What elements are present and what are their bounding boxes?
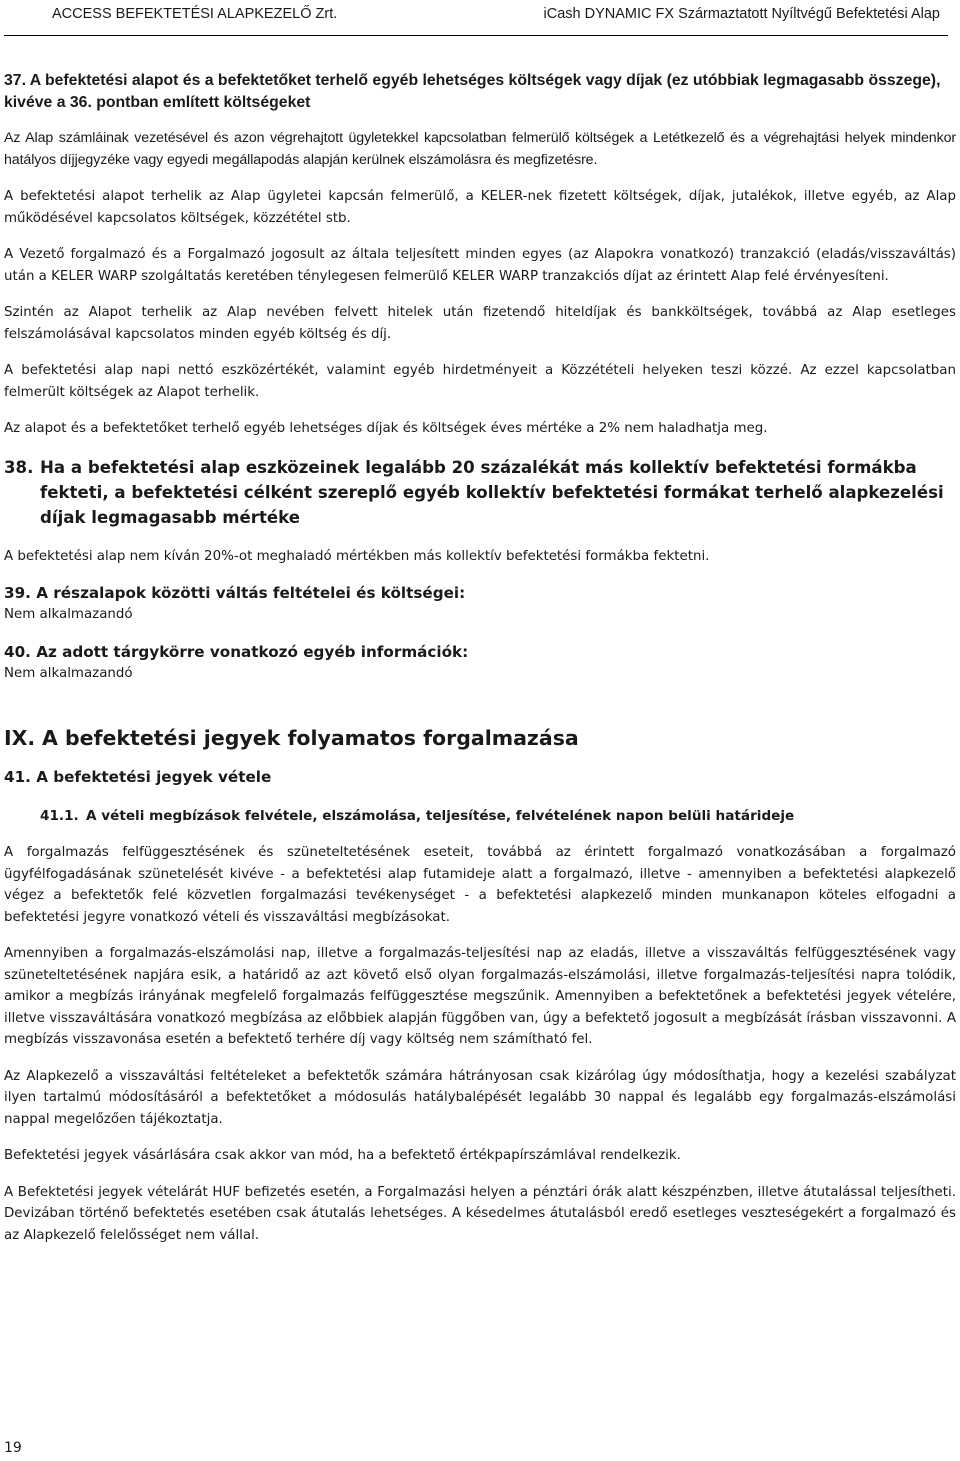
section-41-paragraph-2: Amennyiben a forgalmazás-elszámolási nap, illetve a forgalmazás-teljesítési nap az eladás, illetve a visszaváltás felfüggesztésének vagy szüneteltetésének napjára esik, a határidő az azt követő első olyan forgalmazás-elszámolási, illetve forgalmazás-teljesítési napra tolódik, amikor a megbízás irányának megfelelő forgalmazás felfüggesztése megszűnik. Amennyiben a befektetőnek a befektetési jegyek vételére, illetve visszaváltására vonatkozó megbízása az előbbiek alapján függőben van, úgy a befektető jogosult a megbízását írásban visszavonni. A megbízás visszavonása esetén a befektető terhére díj vagy költség nem számítható fel. [4,946,956,1047]
section-37-paragraph-6: Az alapot és a befektetőket terhelő egyéb lehetséges díjak és költségek éves mértéke a 2% nem haladhatja meg. [4,421,768,436]
section-41-1-heading [40,806,956,826]
section-41-paragraph-5: A Befektetési jegyek vételárát HUF befizetés esetén, a Forgalmazási helyen a pénztári órák alatt készpénzben, illetve átutalással teljesítheti. Devizában történő befektetés esetében csak átutalás lehetséges. A késedelmes átutalásból eredő esetleges veszteségekért a forgalmazó és az Alapkezelő felelősséget nem vállal. [4,1184,956,1243]
section-38-title: Ha a befektetési alap eszközeinek legalább 20 százalékát más kollektív befektetési formákba fekteti, a befektetési célként szereplő egyéb kollektív befektetési formákat terhelő alapkezelési díjak legmagasabb mértéke [40,457,944,527]
section-37-paragraph-4: Szintén az Alapot terhelik az Alap nevében felvett hitelek után fizetendő hiteldíjak és bankköltségek, továbbá az Alap esetleges felszámolásával kapcsolatos minden egyéb költség és díj. [4,305,956,342]
section-39-value: Nem alkalmazandó [4,607,133,622]
section-41-paragraph-1: A forgalmazás felfüggesztésének és szüneteltetésének eseteit, továbbá az érintett forgalmazó vonatkozásában a forgalmazó ügyfélfogadásának szünetelését kivéve - a befektetési alap futamideje alatt a forgalmazó, illetve - amennyiben a befektetési alapkezelő végez a befektetők felé közvetlen forgalmazási tevékenységet - a befektetési alapkezelő minden munkanapon köteles elfogadni a befektetési jegyre vonatkozó vételi és visszaváltási megbízásokat. [4,845,956,925]
section-37-paragraph-1: Az Alap számláinak vezetésével és azon végrehajtott ügyletekkel kapcsolatban felmerülő költségek a Letétkezelő és a végrehajtási helyek mindenkor hatályos díjjegyzéke vagy egyedi megállapodás alapján kerülnek elszámolásra és megfizetésre. [4,130,956,168]
chapter-ix-heading [4,724,956,752]
section-40-value: Nem alkalmazandó [4,666,133,681]
section-38-number: 38. [4,457,34,477]
page-number: 19 [4,1440,22,1456]
chapter-ix-title: A befektetési jegyek folyamatos forgalmazása [42,726,579,750]
section-37-paragraph-5: A befektetési alap napi nettó eszközértékét, valamint egyéb hirdetményeit a Közzétételi helyeken teszi közzé. Az ezzel kapcsolatban felmerült költségek az Alapot terhelik. [4,363,956,400]
section-38-heading [4,455,956,530]
header-divider [4,35,948,36]
page-header [0,0,960,40]
page-content [4,70,956,1261]
header-fund-name: iCash DYNAMIC FX Származtatott Nyíltvégű Befektetési Alap [543,6,940,22]
header-company: ACCESS BEFEKTETÉSI ALAPKEZELŐ Zrt. [52,6,338,22]
section-37-paragraph-2: A befektetési alapot terhelik az Alap ügyletei kapcsán felmerülő, a KELER-nek fizetett költségek, díjak, jutalékok, illetve egyéb, az Alap működésével kapcsolatos költségek, közzététel stb. [4,189,956,226]
section-37-paragraph-3: A Vezető forgalmazó és a Forgalmazó jogosult az általa teljesített minden egyes (az Alapokra vonatkozó) tranzakció (eladás/visszaváltás) után a KELER WARP szolgáltatás keretében ténylegesen felmerülő KELER WARP tranzakciós díjat az érintett Alap felé érvényesíteni. [4,247,956,284]
section-41-paragraph-4: Befektetési jegyek vásárlására csak akkor van mód, ha a befektető értékpapírszámlával rendelkezik. [4,1148,681,1163]
section-39-heading: 39. A részalapok közötti váltás feltételei és költségei: [4,584,466,602]
section-41-1-number: 41.1. [40,808,79,824]
section-37-heading: 37. A befektetési alapot és a befektetőket terhelő egyéb lehetséges költségek vagy díjak (ez utóbbiak legmagasabb összege), kivéve a 36. pontban említett költségeket [4,72,941,111]
section-41-heading: 41. A befektetési jegyek vétele [4,768,272,786]
section-41-1-title: A vételi megbízások felvétele, elszámolása, teljesítése, felvételének napon belüli határideje [86,808,795,824]
chapter-ix-number: IX. [4,726,36,750]
section-40-heading: 40. Az adott tárgykörre vonatkozó egyéb információk: [4,643,469,661]
section-41-paragraph-3: Az Alapkezelő a visszaváltási feltételeket a befektetők számára hátrányosan csak kizárólag úgy módosíthatja, hogy a kezelési szabályzat ilyen tartalmú módosításáról a befektetőket a módosulás hatálybalépését legalább 30 nappal és legalább egy forgalmazás-elszámolási nappal megelőzően tájékoztatja. [4,1068,956,1127]
section-38-paragraph: A befektetési alap nem kíván 20%-ot meghaladó mértékben más kollektív befektetési formákba fektetni. [4,548,710,564]
